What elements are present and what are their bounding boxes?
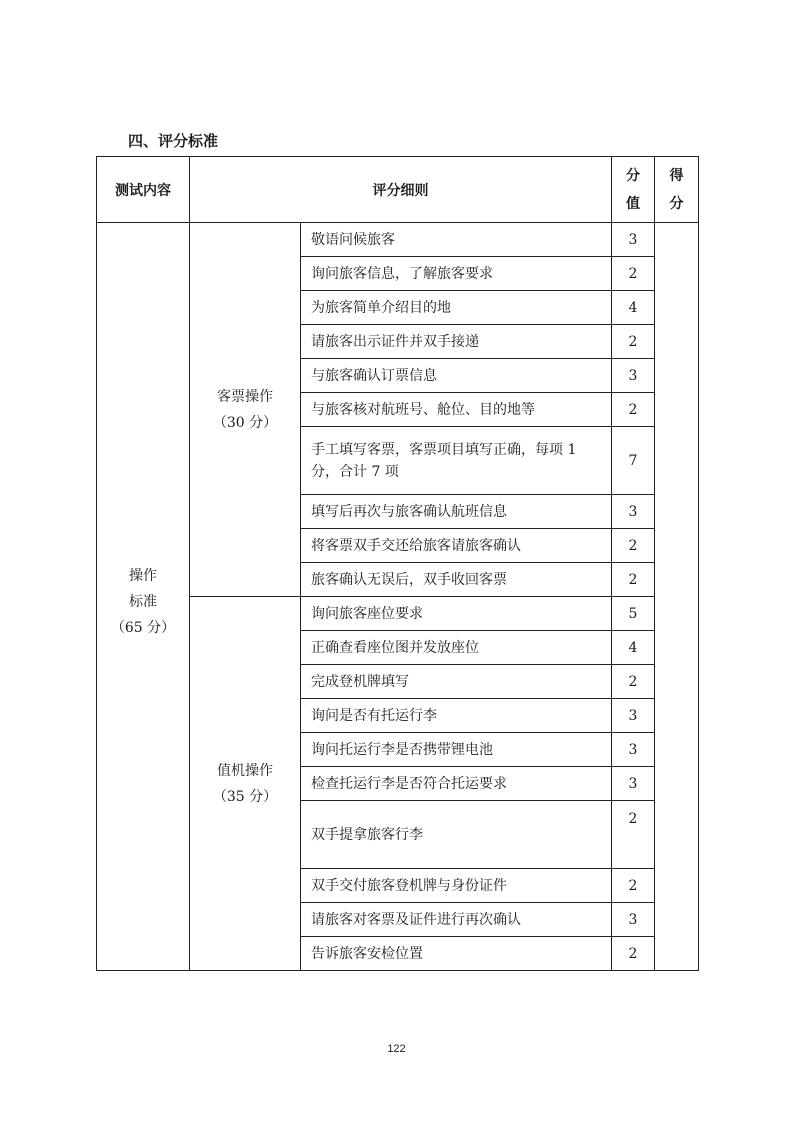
item-text: 请旅客对客票及证件进行再次确认 xyxy=(301,903,612,937)
item-value: 2 xyxy=(612,563,655,597)
header-score: 分 值 xyxy=(612,157,655,223)
item-text: 告诉旅客安检位置 xyxy=(301,937,612,971)
item-value: 2 xyxy=(612,937,655,971)
item-value: 2 xyxy=(612,801,655,869)
item-text: 手工填写客票，客票项目填写正确，每项 1 分，合计 7 项 xyxy=(301,427,612,495)
item-value: 3 xyxy=(612,495,655,529)
item-text: 询问是否有托运行李 xyxy=(301,699,612,733)
item-value: 2 xyxy=(612,257,655,291)
item-text: 敬语问候旅客 xyxy=(301,223,612,257)
score-blank-cell xyxy=(655,223,699,971)
header-got: 得 分 xyxy=(655,157,699,223)
item-value: 3 xyxy=(612,699,655,733)
item-value: 2 xyxy=(612,529,655,563)
item-value: 5 xyxy=(612,597,655,631)
table-row xyxy=(97,223,699,257)
header-detail: 评分细则 xyxy=(190,157,612,223)
header-content: 测试内容 xyxy=(97,157,190,223)
item-text: 与旅客确认订票信息 xyxy=(301,359,612,393)
item-text: 填写后再次与旅客确认航班信息 xyxy=(301,495,612,529)
group-ticket-cell: 客票操作 （30 分） xyxy=(190,223,301,597)
group-checkin-cell: 值机操作 （35 分） xyxy=(190,597,301,971)
item-value: 3 xyxy=(612,903,655,937)
item-text: 旅客确认无误后，双手收回客票 xyxy=(301,563,612,597)
item-text: 检查托运行李是否符合托运要求 xyxy=(301,767,612,801)
item-value: 4 xyxy=(612,291,655,325)
item-value: 2 xyxy=(612,665,655,699)
item-text: 双手交付旅客登机牌与身份证件 xyxy=(301,869,612,903)
header-row xyxy=(97,157,699,223)
category-cell: 操作 标准 （65 分） xyxy=(97,223,190,971)
scoring-table xyxy=(96,156,699,971)
item-text: 询问托运行李是否携带锂电池 xyxy=(301,733,612,767)
item-text: 询问旅客信息，了解旅客要求 xyxy=(301,257,612,291)
item-value: 3 xyxy=(612,359,655,393)
item-value: 2 xyxy=(612,869,655,903)
item-value: 3 xyxy=(612,767,655,801)
item-value: 2 xyxy=(612,393,655,427)
item-text: 双手提拿旅客行李 xyxy=(301,801,612,869)
page-number: 122 xyxy=(387,1043,406,1055)
item-text: 将客票双手交还给旅客请旅客确认 xyxy=(301,529,612,563)
item-value: 3 xyxy=(612,733,655,767)
item-text: 询问旅客座位要求 xyxy=(301,597,612,631)
item-value: 7 xyxy=(612,427,655,495)
item-text: 请旅客出示证件并双手接递 xyxy=(301,325,612,359)
item-text: 为旅客简单介绍目的地 xyxy=(301,291,612,325)
item-text: 正确查看座位图并发放座位 xyxy=(301,631,612,665)
item-value: 4 xyxy=(612,631,655,665)
item-text: 与旅客核对航班号、舱位、目的地等 xyxy=(301,393,612,427)
item-value: 2 xyxy=(612,325,655,359)
item-text: 完成登机牌填写 xyxy=(301,665,612,699)
section-title: 四、评分标准 xyxy=(128,132,219,150)
item-value: 3 xyxy=(612,223,655,257)
